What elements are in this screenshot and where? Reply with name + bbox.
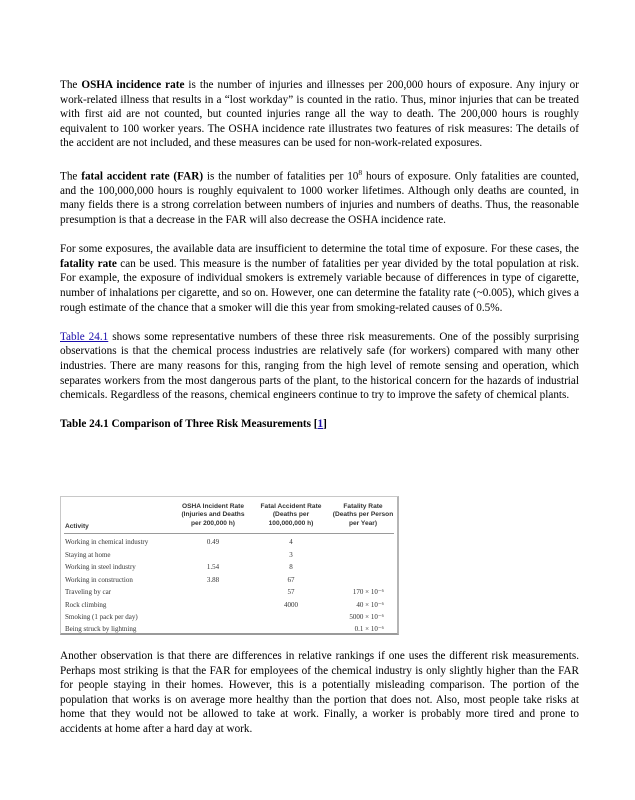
cell-activity: Working in construction <box>65 575 133 584</box>
header-fatality-line-1: Fatality Rate <box>343 503 383 510</box>
text: can be used. This measure is the number of fatalities per year divided by the total population at risk. For example, the exposure of individual smokers is extremely variable because of differences in type of cigarette, number of inhalations per cigarette, and so on. However, one can determine the fatality rate (~0.005), which gives a rough estimate of the chance that a smoker will die this year from smoking-related causes of 0.5%. <box>60 257 579 314</box>
cell-fatality: 5000 × 10⁻⁶ <box>349 613 384 621</box>
text: is the number of fatalities per 10 <box>203 170 359 183</box>
document-body <box>60 78 579 431</box>
cell-far: 57 <box>287 588 295 596</box>
cell-fatality: 170 × 10⁻⁶ <box>352 588 384 596</box>
caption-close: ] <box>323 417 327 430</box>
cell-fatality: 0.1 × 10⁻⁶ <box>354 624 384 633</box>
cell-activity: Smoking (1 pack per day) <box>65 613 138 621</box>
cell-activity: Traveling by car <box>65 588 112 596</box>
risk-measurements-table <box>60 496 399 635</box>
header-osha <box>173 503 253 528</box>
reference-link-1[interactable]: 1 <box>317 417 324 430</box>
cell-osha: 3.88 <box>206 575 220 584</box>
paragraph-osha <box>60 78 579 151</box>
text: hours of exposure. Only fatalities are counted, and the 100,000,000 hours is roughly equivalent to 1000 worker lifetimes. Although only deaths are counted, in many fields there is a strong correlation between numbers of injuries and numbers of deaths. Thus, the reasonable presumption is that a decrease in the FAR will also decrease the OSHA incidence rate. <box>60 170 579 227</box>
table-caption <box>60 417 579 432</box>
header-fatality-line-2: (Deaths per Person <box>332 511 394 519</box>
closing-section <box>60 649 579 737</box>
text: is the number of injuries and illnesses per 200,000 hours of exposure. Any injury or work-related illness that results in a “lost workday” is counted in the ratio. Thus, minor injuries that can be treated with first aid are not counted, but counted injuries range all the way to death. The 200,000 hours is roughly equivalent to 100 worker years. The OSHA incidence rate illustrates two features of risk measures: The details of the accident are not included, and these measures can be used for non-work-related exposures. <box>60 79 579 150</box>
paragraph-fatality-rate <box>60 242 579 315</box>
text: The <box>60 170 82 183</box>
cell-activity: Working in chemical industry <box>65 538 149 546</box>
cell-far: 3 <box>289 550 293 559</box>
header-activity: Activity <box>65 523 89 530</box>
cell-activity: Rock climbing <box>65 600 107 609</box>
header-far-line-2: (Deaths per <box>272 511 310 519</box>
text: For some exposures, the available data are insufficient to determine the total time of exposure. For these cases, the <box>60 243 579 256</box>
term-fatality-rate: fatality rate <box>60 257 117 270</box>
header-far-line-1: Fatal Accident Rate <box>260 503 322 510</box>
text: shows some representative numbers of these three risk measurements. One of the possibly surprising observations is that the chemical process industries are relatively safe (for workers) compared with many other industries. There are many reasons for this, ranging from the high level of remote sensing and operation, which separates workers from the most dangerous parts of the plant, to the historical concern for the hazards of industrial chemicals. Regardless of the reasons, chemical engineers continue to try to improve the safety of chemical plants. <box>60 330 579 402</box>
header-far <box>253 503 329 528</box>
header-rule <box>64 533 394 534</box>
paragraph-far <box>60 166 579 228</box>
caption-text: Table 24.1 Comparison of Three Risk Measurements [ <box>60 417 318 430</box>
cell-fatality: 40 × 10⁻⁶ <box>356 600 384 609</box>
cell-far: 4000 <box>284 600 298 609</box>
cell-activity: Working in steel industry <box>65 563 136 571</box>
header-osha-line-1: OSHA Incident Rate <box>181 503 245 510</box>
cell-osha: 1.54 <box>206 563 220 571</box>
cell-osha: 0.49 <box>206 538 220 546</box>
header-osha-line-2: (Injuries and Deaths <box>181 511 245 519</box>
term-fatal-accident-rate: fatal accident rate (FAR) <box>81 170 204 183</box>
text: The <box>60 79 82 91</box>
cell-far: 67 <box>287 575 295 584</box>
cell-activity: Staying at home <box>65 550 111 559</box>
cell-activity: Being struck by lightning <box>65 624 137 633</box>
exponent: 8 <box>358 167 363 177</box>
table-24-1-link[interactable]: Table 24.1 <box>60 330 109 343</box>
cell-far: 4 <box>289 538 293 546</box>
term-osha-incidence-rate: OSHA incidence rate <box>81 79 185 91</box>
header-osha-line-3: per 200,000 h) <box>191 519 235 527</box>
header-fatality-line-3: per Year) <box>348 519 378 527</box>
paragraph-table-discussion <box>60 330 579 403</box>
header-far-line-3: 100,000,000 h) <box>268 519 314 527</box>
header-fatality-rate <box>329 503 397 528</box>
cell-far: 8 <box>289 563 293 571</box>
paragraph-relative-rankings: Another observation is that there are differences in relative rankings if one uses the different risk measurements. Perhaps most striking is that the FAR for employees of the chemical industry is only slightly higher than the FAR for people staying in their homes. However, this is a potentially misleading comparison. The portion of the population that works is on average more healthy than the portion that does not. Also, most people take risks at home that they would not be allowed to take at work. Finally, a worker is probably more tired and prone to accidents at home after a hard day at work. <box>60 650 579 735</box>
